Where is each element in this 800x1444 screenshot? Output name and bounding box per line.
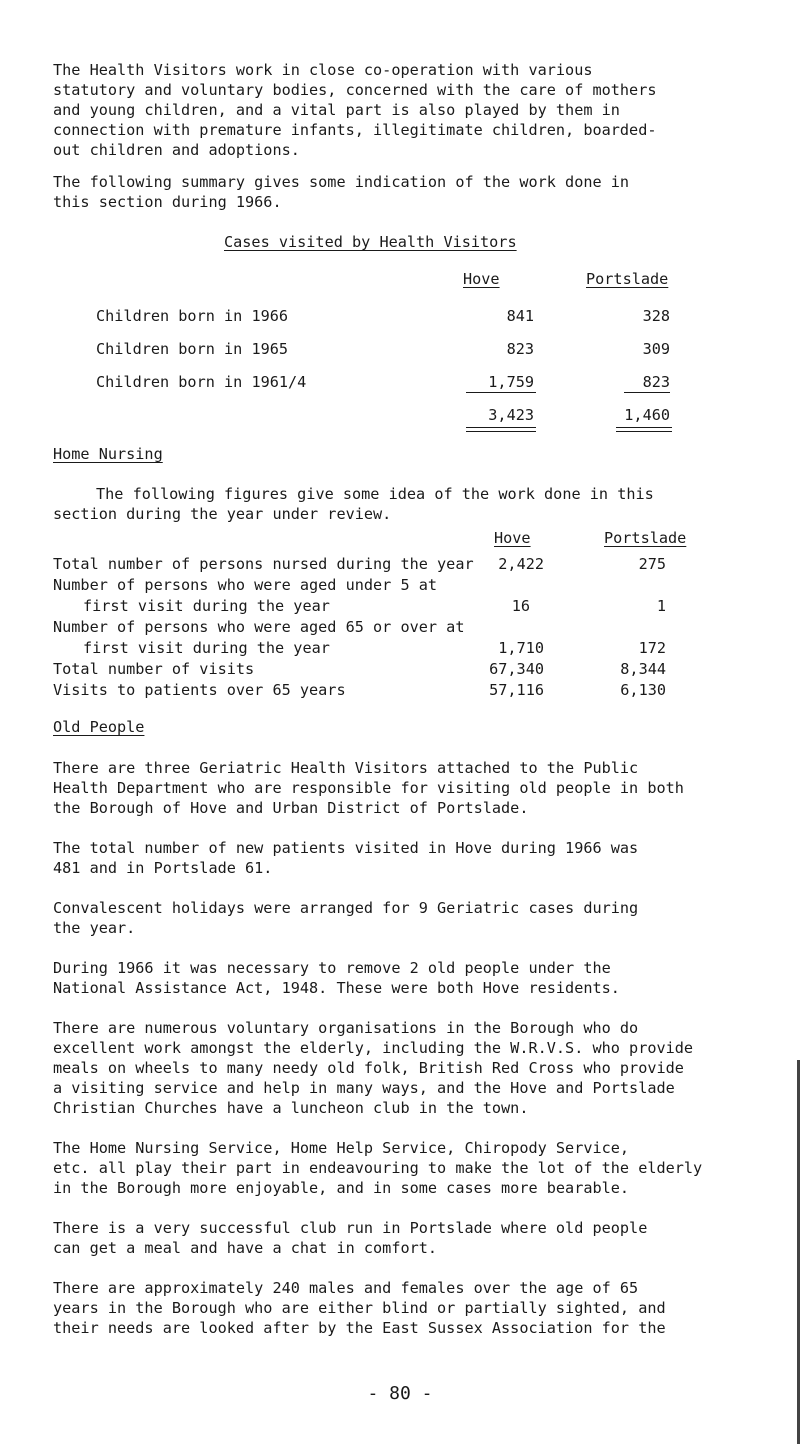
home-nursing-heading: Home Nursing <box>53 445 163 463</box>
page-number: - 80 - <box>367 1383 433 1404</box>
nursing-row-hove: 67,340 <box>489 660 544 678</box>
cases-total-rule-portslade <box>616 427 672 432</box>
old-people-paragraph: During 1966 it was necessary to remove 2 old people under the National Assistance Act, 1948. These were both Hove residents. <box>53 959 620 997</box>
nursing-row-portslade: 6,130 <box>620 681 666 699</box>
old-people-paragraph: Convalescent holidays were arranged for 9 Geriatric cases during the year. <box>53 899 639 937</box>
nursing-row-hove: 2,422 <box>498 555 544 573</box>
nursing-row-label: Total number of persons nursed during the year <box>53 555 474 573</box>
home-nursing-intro-line: section during the year under review. <box>53 505 392 523</box>
cases-row-label: Children born in 1961/4 <box>96 373 307 391</box>
cases-col-portslade: Portslade <box>586 270 669 288</box>
cases-col-hove: Hove <box>463 270 500 288</box>
old-people-heading: Old People <box>53 718 145 736</box>
old-people-paragraph: There is a very successful club run in Portslade where old people can get a meal and have a chat in comfort. <box>53 1219 648 1257</box>
intro-paragraph-2: The following summary gives some indication of the work done in this section during 1966. <box>53 173 630 211</box>
nursing-row-hove: 16 <box>511 597 530 615</box>
cases-row-portslade: 309 <box>642 340 670 358</box>
nursing-col-hove: Hove <box>494 529 531 547</box>
nursing-row-label: Total number of visits <box>53 660 255 678</box>
old-people-paragraph: The total number of new patients visited in Hove during 1966 was 481 and in Portslade 61. <box>53 839 639 877</box>
nursing-row-label: Number of persons who were aged 65 or over at <box>53 618 465 636</box>
nursing-row-label: first visit during the year <box>83 597 330 615</box>
old-people-paragraph: There are approximately 240 males and females over the age of 65 years in the Borough who are either blind or partially sighted, and their needs are looked after by the East Sussex Association for the <box>53 1279 666 1337</box>
nursing-row-label: Number of persons who were aged under 5 at <box>53 576 438 594</box>
nursing-row-hove: 1,710 <box>498 639 544 657</box>
nursing-row-label: first visit during the year <box>83 639 330 657</box>
old-people-paragraph: There are numerous voluntary organisations in the Borough who do excellent work amongst the elderly, including the W.R.V.S. who provide meals on wheels to many needy old folk, British Red Cross who provide a visiting service and help in many ways, and the Hove and Portslade Christian Churches have a luncheon club in the town. <box>53 1019 694 1117</box>
old-people-paragraph: There are three Geriatric Health Visitors attached to the Public Health Department who are responsible for visiting old people in both the Borough of Hove and Urban District of Portslade. <box>53 759 684 817</box>
old-people-paragraph: The Home Nursing Service, Home Help Service, Chiropody Service, etc. all play their part in endeavouring to make the lot of the elderly in the Borough more enjoyable, and in some cases more bearable. <box>53 1139 703 1197</box>
cases-subtotal-rule-portslade <box>624 392 670 393</box>
cases-total-portslade: 1,460 <box>624 406 670 424</box>
nursing-row-hove: 57,116 <box>489 681 544 699</box>
cases-total-rule-hove <box>466 427 536 432</box>
cases-total-hove: 3,423 <box>488 406 534 424</box>
cases-row-hove: 823 <box>506 340 534 358</box>
cases-row-portslade: 328 <box>642 307 670 325</box>
cases-row-label: Children born in 1966 <box>96 307 289 325</box>
cases-table-title: Cases visited by Health Visitors <box>224 233 517 251</box>
home-nursing-intro-line: The following figures give some idea of the work done in this <box>96 485 654 503</box>
intro-paragraph-1: The Health Visitors work in close co-operation with various statutory and voluntary bodies, concerned with the care of mothers and young children, and a vital part is also played by them in connection with premature infants, illegitimate children, boarded- out children and adoptions. <box>53 61 657 159</box>
cases-row-portslade: 823 <box>642 373 670 391</box>
cases-subtotal-rule-hove <box>466 392 536 393</box>
cases-row-label: Children born in 1965 <box>96 340 289 358</box>
nursing-row-portslade: 1 <box>656 597 666 615</box>
nursing-row-label: Visits to patients over 65 years <box>53 681 346 699</box>
cases-row-hove: 1,759 <box>488 373 534 391</box>
nursing-col-portslade: Portslade <box>604 529 687 547</box>
nursing-row-portslade: 172 <box>638 639 666 657</box>
nursing-row-portslade: 275 <box>638 555 666 573</box>
cases-row-hove: 841 <box>506 307 534 325</box>
nursing-row-portslade: 8,344 <box>620 660 666 678</box>
